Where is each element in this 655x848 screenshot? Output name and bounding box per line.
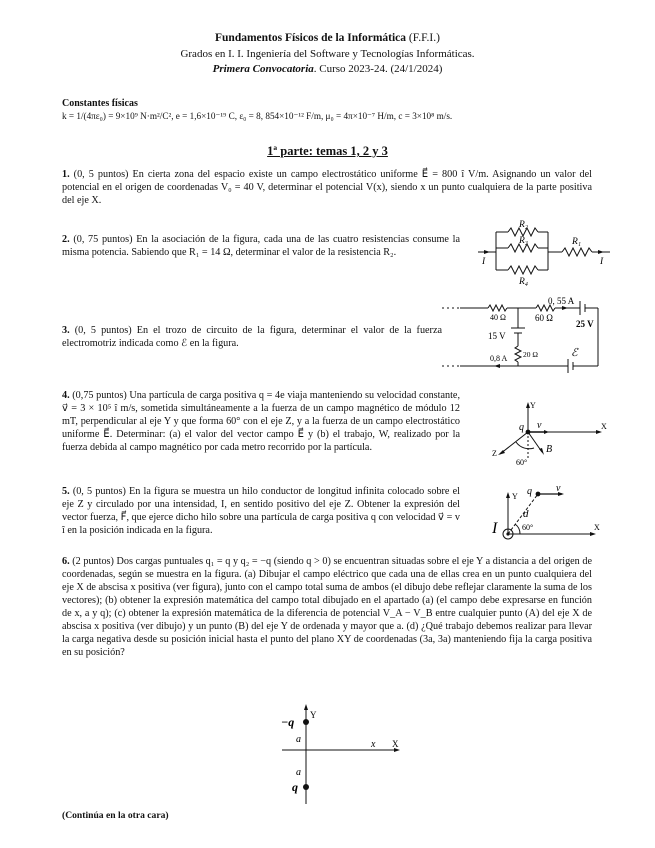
figure-3-circuit — [440, 294, 615, 380]
fig3-current-08: 0,8 A — [490, 354, 508, 363]
fig5-i-label: I — [492, 520, 498, 537]
fig6-y-label: Y — [310, 710, 317, 720]
fig2-r3-label: R₃ — [519, 236, 529, 246]
fig5-x-label: X — [594, 523, 600, 532]
fig5-q-label: q — [527, 486, 532, 497]
fig4-z-label: Z — [492, 449, 497, 458]
problem-6: 6. (2 puntos) Dos cargas puntuales q₁ = q y q₂ = −q (siendo q > 0) se encuentran situadas sobre el eje Y a distancia a del origen de coordenadas, según se muestra en la figura. (a) Dibujar el campo eléctrico que cada una de ellas crea en un punto cualquiera del eje X de abscisa x positiva (ver figura), junto con el campo total suma de ambos (el dibujo debe reflejar claramente la suma de los vectores); (b) obtener la expresión matemática del campo total dibujado en el apartado (a) (el campo debe expresarse en función de x, a y q); (c) obtener la expresión matemática de la diferencia de potencial V_A − V_B entre cualquier punto (A) del eje X de abscisa x positiva (ver dibujo) y un punto (B) del eje Y de ordenada y mayor que a. (d) ¿Qué trabajo debemos realizar para llevar la carga negativa desde su posición inicial hasta el punto del plano XY de coordenadas (3a, 3a) manteniendo fija la carga positiva en su posición? — [62, 556, 592, 658]
fig3-v15: 15 V — [488, 331, 506, 341]
problem-5: 5. (0, 5 puntos) En la figura se muestra un hilo conductor de longitud infinita colocado sobre el eje Z y circulado por una intensidad, I, en sentido positivo del eje Z. Obtener la expresión del vector fuerza, F⃗, que ejerce dicho hilo sobre una partícula de carga positiva q con velocidad v⃗ = v î en la posición indicada en la figura. — [62, 486, 460, 536]
figure-5-wire — [470, 482, 610, 546]
exam-title: Fundamentos Físicos de la Informática (F.F.I.) — [215, 32, 440, 44]
fig2-i-right: I — [600, 257, 604, 267]
figure-4-axes — [486, 398, 616, 470]
problem-3: 3. (0, 5 puntos) En el trozo de circuito de la figura, determinar el valor de la fuerza electromotriz indicada como ℰ en la figura. — [62, 325, 442, 349]
fig6-x-var-label: x — [371, 739, 376, 750]
problem-4: 4. (0,75 puntos) Una partícula de carga positiva q = 4e viaja manteniendo su velocidad constante, v⃗ = 3 × 10⁵ î m/s, sometida simultáneamente a la fuerza de un campo magnético de módulo 12 mT, perpendicular al eje Y y que forma 60° con el eje Z, y a la fuerza de un campo electrostático uniforme E⃗. Determinar: (a) el valor del vector campo E⃗ y (b) el trabajo, W, realizado por la fuerza debida al campo magnético por cada metro recorrido por la partícula. — [62, 390, 460, 453]
fig4-b-label: B⃗ — [546, 444, 560, 455]
fig5-v-label: v⃗ — [556, 483, 569, 494]
fig6-a-bottom-label: a — [296, 767, 301, 778]
fig3-r20: 20 Ω — [523, 350, 538, 359]
fig2-r4-label: R₄ — [519, 277, 529, 286]
fig6-a-top-label: a — [296, 734, 301, 745]
constants-line: k = 1/(4πε₀) = 9×10⁹ N·m²/C², e = 1,6×10⁻¹⁹ C, ε₀ = 8, 854×10⁻¹² F/m, μ₀ = 4π×10⁻⁷ H/m, c = 3×10⁸ m/s. — [62, 111, 453, 121]
figure-2-resistor-network — [474, 218, 614, 286]
exam-degrees: Grados en I. I. Ingeniería del Software y Tecnologías Informáticas. — [180, 48, 475, 60]
fig3-current-055: 0, 55 A — [548, 296, 575, 306]
fig2-i-left: I — [482, 257, 486, 267]
problem-1: 1. (0, 5 puntos) En cierta zona del espacio existe un campo electrostático uniforme E⃗ = 800 î V/m. Asignando un valor del potencial en el origen de coordenadas V₀ = 40 V, determinar el potencial V(x), siendo x un punto cualquiera de la parte positiva del eje X. — [62, 169, 592, 206]
fig3-emf: ℰ — [571, 347, 578, 359]
fig4-v-label: v⃗ — [537, 420, 550, 431]
fig4-q-label: q — [519, 422, 524, 433]
fig5-y-label: Y — [512, 492, 518, 501]
exam-session: Primera Convocatoria. Curso 2023-24. (24/1/2024) — [212, 63, 443, 75]
continue-note: (Continúa en la otra cara) — [62, 810, 169, 821]
fig3-r40: 40 Ω — [490, 313, 506, 322]
fig3-v25: 25 V — [576, 319, 594, 329]
fig6-x-axis-label: X — [392, 739, 399, 749]
figure-6-charges — [278, 700, 418, 806]
part-title: 1ª parte: temas 1, 2 y 3 — [267, 144, 388, 158]
fig3-r60: 60 Ω — [535, 313, 553, 323]
problem-2: 2. (0, 75 puntos) En la asociación de la figura, cada una de las cuatro resistencias consume la misma potencia. Sabiendo que R₁ = 14 Ω, determinar el valor de la resistencia R₂. — [62, 234, 460, 258]
fig6-pos-q-label: q — [292, 780, 298, 794]
fig2-r1-label: R₁ — [572, 237, 582, 247]
fig6-neg-q-label: −q — [281, 715, 295, 729]
fig4-x-label: X — [601, 422, 607, 431]
fig4-y-label: Y — [530, 401, 536, 410]
constants-title: Constantes físicas — [62, 98, 138, 109]
fig5-angle-label: 60° — [522, 523, 534, 532]
fig4-angle-label: 60° — [516, 458, 528, 467]
fig5-d-label: d — [523, 508, 529, 520]
fig2-r2-label: R₂ — [519, 220, 529, 230]
